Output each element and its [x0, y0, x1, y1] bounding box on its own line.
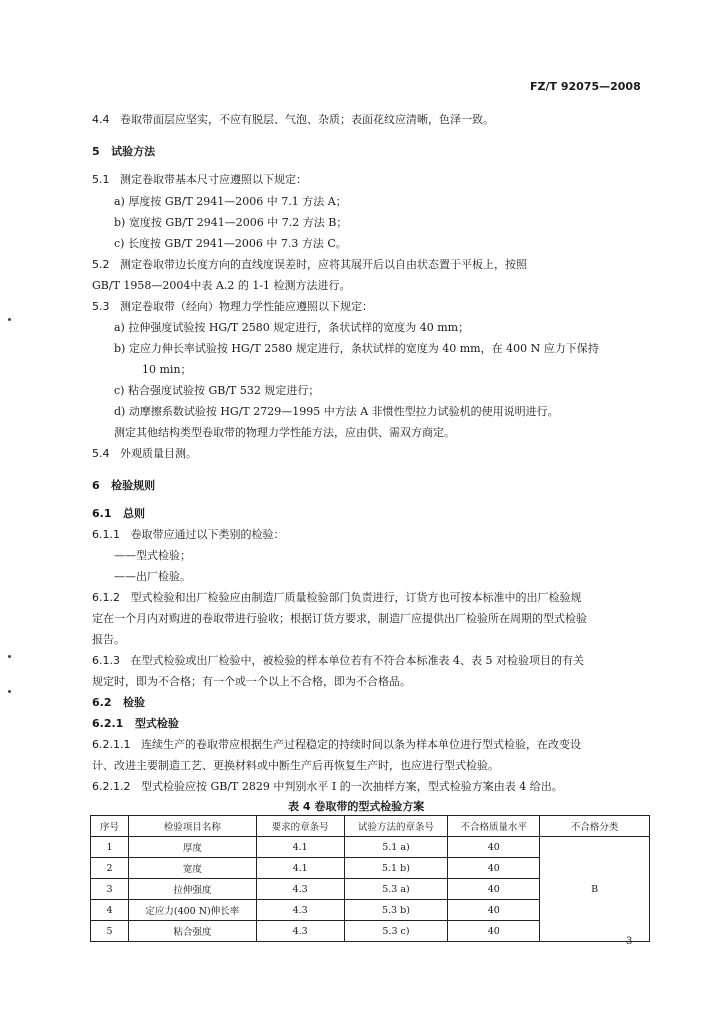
list-item: a) 厚度按 GB/T 2941—2006 中 7.1 方法 A；	[114, 195, 347, 208]
page-number: 3	[626, 936, 633, 947]
paragraph-line: GB/T 1958—2004中表 A.2 的 1-1 检测方法进行。	[92, 279, 351, 292]
clause-6-1-heading: 6.1 总则	[92, 507, 145, 520]
table-row	[91, 837, 650, 858]
standard-code-header: FZ/T 92075—2008	[530, 80, 641, 93]
scan-speck	[8, 655, 11, 658]
table-cell: 2	[91, 858, 129, 879]
table-cell: 1	[91, 837, 129, 858]
clause-5-1: 5.1 测定卷取带基本尺寸应遵照以下规定：	[92, 173, 307, 186]
table-cell: 拉伸强度	[128, 879, 256, 900]
clause-6-1-1: 6.1.1 卷取带应通过以下类别的检验：	[92, 528, 285, 541]
paragraph-line: 测定其他结构类型卷取带的物理力学性能方法，应由供、需双方商定。	[114, 426, 455, 439]
table-cell: 4	[91, 900, 129, 921]
column-header: 试验方法的章条号	[344, 816, 448, 837]
table-cell: 4.3	[256, 900, 344, 921]
clause-6-2-1-1: 6.2.1.1 连续生产的卷取带应根据生产过程稳定的持续时间以条为样本单位进行型式检验，在改变设	[92, 738, 581, 751]
clause-6-2-heading: 6.2 检验	[92, 696, 145, 709]
column-header: 不合格分类	[540, 816, 650, 837]
table-cell: 粘合强度	[128, 921, 256, 942]
list-item: ——型式检验；	[114, 549, 191, 562]
list-item-continuation: 10 min；	[142, 363, 192, 376]
table-cell: 宽度	[128, 858, 256, 879]
clause-6-1-3: 6.1.3 在型式检验或出厂检验中，被检验的样本单位若有不符合本标准表 4、表 5 对检验项目的有关	[92, 654, 584, 667]
table-cell: 5.3 a)	[344, 879, 448, 900]
table-cell: 定应力(400 N)伸长率	[128, 900, 256, 921]
paragraph-line: 定在一个月内对购进的卷取带进行验收；根据订货方要求，制造厂应提供出厂检验所在周期的型式检验	[92, 612, 587, 625]
table-caption: 表 4 卷取带的型式检验方案	[288, 800, 425, 813]
clause-5-2: 5.2 测定卷取带边长度方向的直线度误差时，应将其展开后以自由状态置于平板上，按照	[92, 258, 527, 271]
list-item: a) 拉伸强度试验按 HG/T 2580 规定进行，条状试样的宽度为 40 mm；	[114, 321, 470, 334]
table-cell: 5.3 c)	[344, 921, 448, 942]
table-header-row	[91, 816, 650, 837]
table-cell: 5.1 b)	[344, 858, 448, 879]
clause-6-1-2: 6.1.2 型式检验和出厂检验应由制造厂质量检验部门负责进行，订货方也可按本标准中的出厂检验规	[92, 591, 582, 604]
table-cell: 40	[448, 858, 540, 879]
table-cell: 5	[91, 921, 129, 942]
clause-5-3: 5.3 测定卷取带（经向）物理力学性能应遵照以下规定：	[92, 300, 373, 313]
table-cell: 40	[448, 900, 540, 921]
inspection-scheme-table	[90, 815, 650, 942]
section-5-heading: 5 试验方法	[92, 145, 156, 158]
table-cell: 厚度	[128, 837, 256, 858]
clause-5-4: 5.4 外观质量目测。	[92, 447, 197, 460]
table-cell: 4.3	[256, 921, 344, 942]
table-cell: 40	[448, 921, 540, 942]
paragraph-line: 报告。	[92, 633, 125, 646]
column-header: 序号	[91, 816, 129, 837]
section-6-heading: 6 检验规则	[92, 479, 156, 492]
table-cell: 4.3	[256, 879, 344, 900]
table-cell: 4.1	[256, 837, 344, 858]
column-header: 检验项目名称	[128, 816, 256, 837]
table-cell: 4.1	[256, 858, 344, 879]
table-cell: 40	[448, 879, 540, 900]
list-item: b) 定应力伸长率试验按 HG/T 2580 规定进行，条状试样的宽度为 40 mm，在 400 N 应力下保持	[114, 342, 599, 355]
table-cell: 5.3 b)	[344, 900, 448, 921]
category-cell: B	[540, 837, 650, 942]
scan-speck	[8, 690, 11, 693]
column-header: 不合格质量水平	[448, 816, 540, 837]
clause-4-4: 4.4 卷取带面层应坚实，不应有脱层、气泡、杂质；表面花纹应清晰，色泽一致。	[92, 113, 494, 126]
paragraph-line: 计、改进主要制造工艺、更换材料或中断生产后再恢复生产时，也应进行型式检验。	[92, 759, 499, 772]
clause-6-2-1-heading: 6.2.1 型式检验	[92, 717, 179, 730]
list-item: b) 宽度按 GB/T 2941—2006 中 7.2 方法 B；	[114, 216, 348, 229]
column-header: 要求的章条号	[256, 816, 344, 837]
scan-speck	[8, 318, 11, 321]
list-item: d) 动摩擦系数试验按 HG/T 2729—1995 中方法 A 非惯性型拉力试验机的使用说明进行。	[114, 405, 559, 418]
paragraph-line: 规定时，即为不合格；有一个或一个以上不合格，即为不合格品。	[92, 675, 411, 688]
table-cell: 40	[448, 837, 540, 858]
clause-6-2-1-2: 6.2.1.2 型式检验应按 GB/T 2829 中判别水平 Ⅰ 的一次抽样方案，型式检验方案由表 4 给出。	[92, 780, 563, 793]
list-item: c) 粘合强度试验按 GB/T 532 规定进行；	[114, 384, 320, 397]
table-cell: 5.1 a)	[344, 837, 448, 858]
list-item: ——出厂检验。	[114, 570, 191, 583]
table-cell: 3	[91, 879, 129, 900]
list-item: c) 长度按 GB/T 2941—2006 中 7.3 方法 C。	[114, 237, 347, 250]
